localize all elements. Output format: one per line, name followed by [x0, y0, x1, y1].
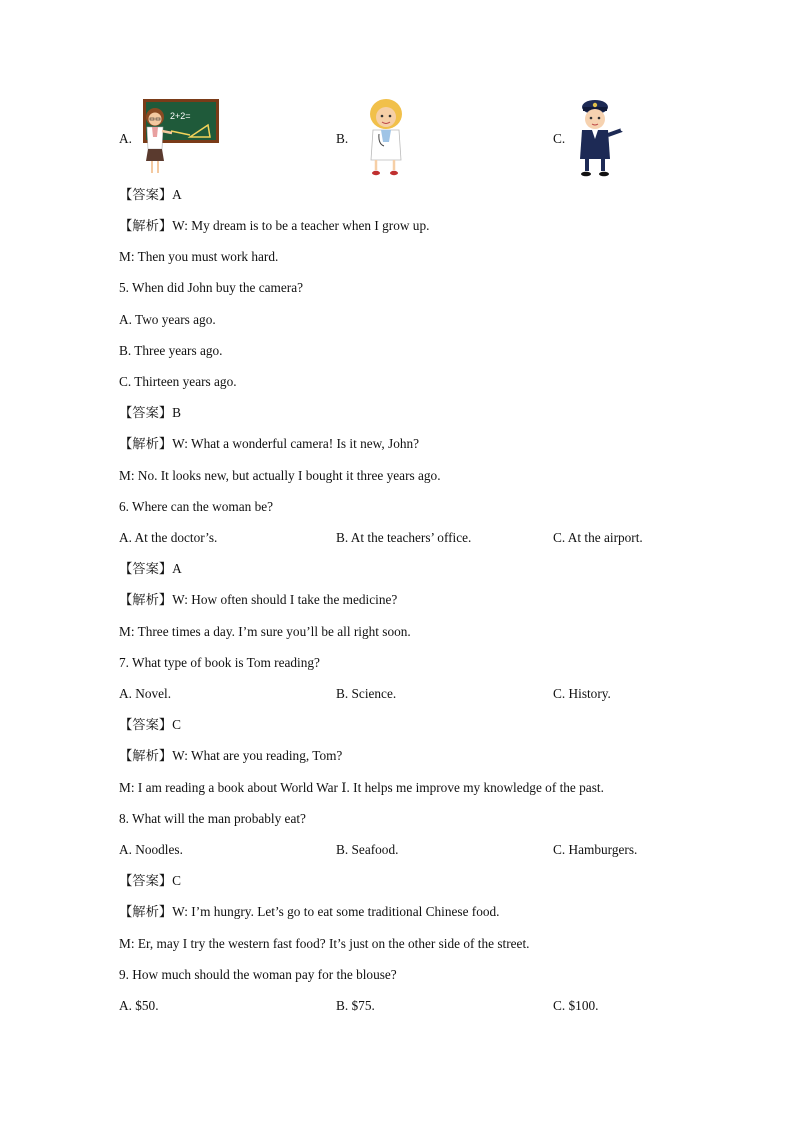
- police-officer-picture: [572, 97, 628, 179]
- q5-question: 5. When did John buy the camera?: [119, 280, 304, 295]
- q6-option-b: B. At the teachers’ office.: [336, 530, 472, 545]
- q8-analysis-line-2: M: Er, may I try the western fast food? It’s just on the other side of the street.: [119, 936, 530, 951]
- q6-option-a: A. At the doctor’s.: [119, 530, 218, 545]
- doctor-picture: [362, 96, 410, 178]
- q4-answer: 【答案】A: [119, 187, 182, 202]
- q7-answer: 【答案】C: [119, 717, 182, 732]
- q5-analysis-line-2: M: No. It looks new, but actually I bought it three years ago.: [119, 468, 441, 483]
- q4-option-c-label: C.: [553, 131, 566, 146]
- q8-option-a: A. Noodles.: [119, 842, 183, 857]
- q7-question: 7. What type of book is Tom reading?: [119, 655, 320, 670]
- q8-option-b: B. Seafood.: [336, 842, 399, 857]
- q4-analysis-line-2: M: Then you must work hard.: [119, 249, 279, 264]
- q7-analysis-line-2: M: I am reading a book about World War Ⅰ. It helps me improve my knowledge of the past.: [119, 780, 604, 795]
- q4-option-a-label: A.: [119, 131, 132, 146]
- q4-option-b-label: B.: [336, 131, 349, 146]
- q9-option-c: C. $100.: [553, 998, 599, 1013]
- teacher-picture: [138, 97, 222, 177]
- q7-option-b: B. Science.: [336, 686, 397, 701]
- q5-option-b: B. Three years ago.: [119, 343, 223, 358]
- q9-question: 9. How much should the woman pay for the blouse?: [119, 967, 397, 982]
- q6-analysis-line-2: M: Three times a day. I’m sure you’ll be all right soon.: [119, 624, 411, 639]
- q6-analysis-line-1: 【解析】W: How often should I take the medicine?: [119, 592, 398, 607]
- q8-option-c: C. Hamburgers.: [553, 842, 638, 857]
- q6-option-c: C. At the airport.: [553, 530, 643, 545]
- q6-question: 6. Where can the woman be?: [119, 499, 274, 514]
- blackboard-text: 2+2=: [170, 111, 191, 121]
- q6-answer: 【答案】A: [119, 561, 182, 576]
- q5-answer: 【答案】B: [119, 405, 182, 420]
- q7-option-c: C. History.: [553, 686, 611, 701]
- q5-analysis-line-1: 【解析】W: What a wonderful camera! Is it new, John?: [119, 436, 420, 451]
- q8-analysis-line-1: 【解析】W: I’m hungry. Let’s go to eat some traditional Chinese food.: [119, 904, 500, 919]
- q5-option-c: C. Thirteen years ago.: [119, 374, 237, 389]
- q7-option-a: A. Novel.: [119, 686, 172, 701]
- q8-answer: 【答案】C: [119, 873, 182, 888]
- q9-option-a: A. $50.: [119, 998, 159, 1013]
- q9-option-b: B. $75.: [336, 998, 375, 1013]
- q8-question: 8. What will the man probably eat?: [119, 811, 306, 826]
- q4-analysis-line-1: 【解析】W: My dream is to be a teacher when I grow up.: [119, 218, 430, 233]
- q5-option-a: A. Two years ago.: [119, 312, 216, 327]
- q7-analysis-line-1: 【解析】W: What are you reading, Tom?: [119, 748, 343, 763]
